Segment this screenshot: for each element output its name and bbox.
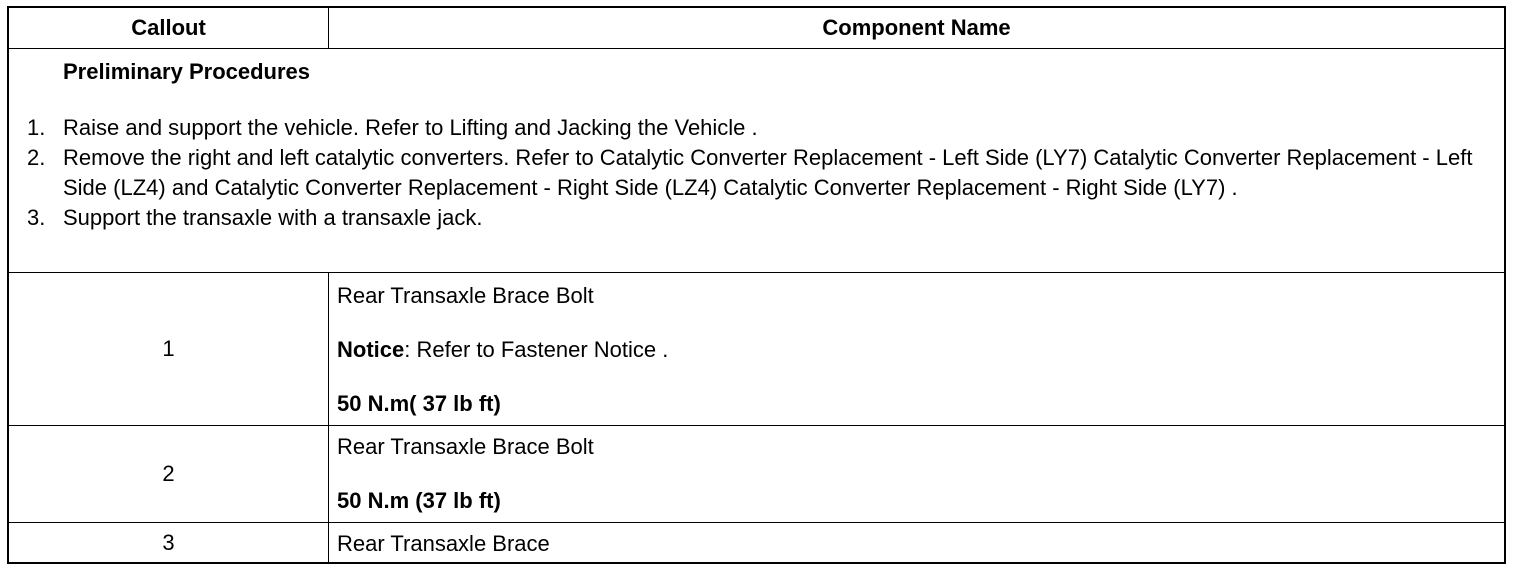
component-name: Rear Transaxle Brace Bolt xyxy=(337,434,594,459)
component-cell xyxy=(329,426,1504,522)
preliminary-procedures-title: Preliminary Procedures xyxy=(63,59,311,84)
table-row xyxy=(9,523,1504,562)
callout-cell: 1 xyxy=(9,273,329,425)
list-item xyxy=(9,113,1494,143)
list-item xyxy=(9,143,1494,203)
torque-spec: 50 N.m( 37 lb ft) xyxy=(337,391,501,416)
table-row xyxy=(9,426,1504,523)
header-component-name: Component Name xyxy=(822,15,1011,40)
notice-line xyxy=(337,337,668,363)
callout-cell: 3 xyxy=(9,523,329,562)
notice-text: : Refer to Fastener Notice . xyxy=(404,337,669,362)
step-text: Support the transaxle with a transaxle jack. xyxy=(63,205,483,230)
step-text: Raise and support the vehicle. Refer to Lifting and Jacking the Vehicle . xyxy=(63,115,758,140)
preliminary-steps-list xyxy=(9,113,1494,233)
step-number: 1. xyxy=(27,115,46,140)
step-number: 3. xyxy=(27,205,46,230)
list-item xyxy=(9,203,1494,233)
table-row xyxy=(9,273,1504,426)
component-cell xyxy=(329,523,1504,562)
step-number: 2. xyxy=(27,145,46,170)
table-header-row xyxy=(9,8,1504,49)
notice-label: Notice xyxy=(337,337,405,362)
callout-cell: 2 xyxy=(9,426,329,522)
component-name: Rear Transaxle Brace xyxy=(337,531,550,556)
torque-spec: 50 N.m (37 lb ft) xyxy=(337,488,501,513)
component-cell xyxy=(329,273,1504,425)
component-name: Rear Transaxle Brace Bolt xyxy=(337,283,594,308)
header-callout: Callout xyxy=(9,8,329,48)
procedure-table xyxy=(7,6,1506,564)
step-text: Remove the right and left catalytic converters. Refer to Catalytic Converter Replacement - Left Side (LY7) Catalytic Converter Replacement - Left Side (LZ4) and Catalytic Converter Replacement - Right Side (LZ4) Catalytic Converter Replacement - Right Side (LY7) . xyxy=(63,145,1473,200)
preliminary-procedures-row xyxy=(9,49,1504,273)
